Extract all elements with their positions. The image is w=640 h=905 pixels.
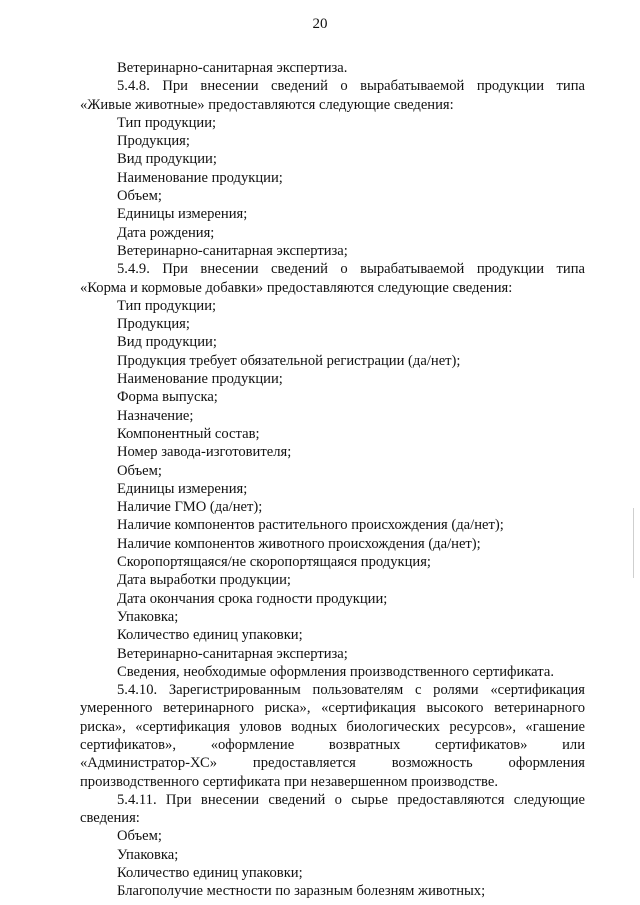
- list-item: Наличие компонентов животного происхождения (да/нет);: [117, 535, 481, 552]
- list-item: Форма выпуска;: [117, 389, 218, 406]
- paragraph-line: 5.4.11. При внесении сведений о сырье предоставляются следующие: [117, 791, 585, 808]
- list-item: Скоропортящаяся/не скоропортящаяся продукция;: [117, 554, 431, 571]
- list-item: Объем;: [117, 462, 162, 479]
- paragraph-line: «Живые животные» предоставляются следующие сведения:: [80, 96, 454, 113]
- scan-margin-mark: [633, 508, 634, 578]
- list-item: Наличие компонентов растительного происхождения (да/нет);: [117, 517, 504, 534]
- paragraph: [80, 77, 585, 114]
- list-item: Продукция требует обязательной регистрации (да/нет);: [117, 352, 461, 369]
- list-item: Количество единиц упаковки;: [117, 627, 303, 644]
- list-item: Дата окончания срока годности продукции;: [117, 590, 388, 607]
- paragraph-line: «Корма и кормовые добавки» предоставляются следующие сведения:: [80, 279, 513, 296]
- list-item: Продукция;: [117, 133, 190, 150]
- list-item: Ветеринарно-санитарная экспертиза;: [117, 645, 348, 662]
- list-item: Компонентный состав;: [117, 425, 260, 442]
- list-item: Наименование продукции;: [117, 371, 283, 388]
- list-item: Количество единиц упаковки;: [117, 865, 303, 882]
- list-item: Благополучие местности по заразным болезням животных;: [117, 883, 486, 900]
- list-item: Тип продукции;: [117, 297, 217, 314]
- list-item: Продукция;: [117, 316, 190, 333]
- list-item: Вид продукции;: [117, 334, 217, 351]
- paragraph-line: риска», «сертификация уловов водных биологических ресурсов», «гашение: [80, 718, 585, 735]
- list-item: Единицы измерения;: [117, 480, 248, 497]
- paragraph-line: «Администратор-ХС» предоставляется возможность оформления: [80, 755, 585, 772]
- list-item: Тип продукции;: [117, 114, 217, 131]
- paragraph-line: сведения:: [80, 810, 140, 827]
- list-item: Упаковка;: [117, 846, 179, 863]
- list-item: Дата выработки продукции;: [117, 572, 291, 589]
- paragraph-line: умеренного ветеринарного риска», «сертификация высокого ветеринарного: [80, 700, 585, 717]
- paragraph: [80, 791, 585, 828]
- page-number: 20: [312, 16, 328, 32]
- document-body: [80, 59, 585, 901]
- paragraph-line: 5.4.8. При внесении сведений о вырабатываемой продукции типа: [117, 78, 585, 95]
- paragraph: [80, 260, 585, 297]
- paragraph-line: производственного сертификата при незавершенном производстве.: [80, 773, 498, 790]
- list-item: Наименование продукции;: [117, 169, 283, 186]
- list-item: Номер завода-изготовителя;: [117, 444, 292, 461]
- list-item: Упаковка;: [117, 608, 179, 625]
- list-item: Назначение;: [117, 407, 194, 424]
- paragraph-line: сертификатов», «оформление возвратных сертификатов» или: [80, 736, 585, 753]
- list-item: Объем;: [117, 828, 162, 845]
- paragraph-line: 5.4.10. Зарегистрированным пользователям с ролями «сертификация: [117, 682, 585, 699]
- list-item: Вид продукции;: [117, 151, 217, 168]
- list-item: Сведения, необходимые оформления производственного сертификата.: [117, 663, 554, 680]
- list-item: Ветеринарно-санитарная экспертиза;: [117, 242, 348, 259]
- list-item: Объем;: [117, 188, 162, 205]
- list-item: Единицы измерения;: [117, 206, 248, 223]
- paragraph-line: 5.4.9. При внесении сведений о вырабатываемой продукции типа: [117, 261, 585, 278]
- list-item: Наличие ГМО (да/нет);: [117, 499, 263, 516]
- list-item: Ветеринарно-санитарная экспертиза.: [117, 60, 348, 76]
- paragraph: [80, 681, 585, 791]
- list-item: Дата рождения;: [117, 224, 215, 241]
